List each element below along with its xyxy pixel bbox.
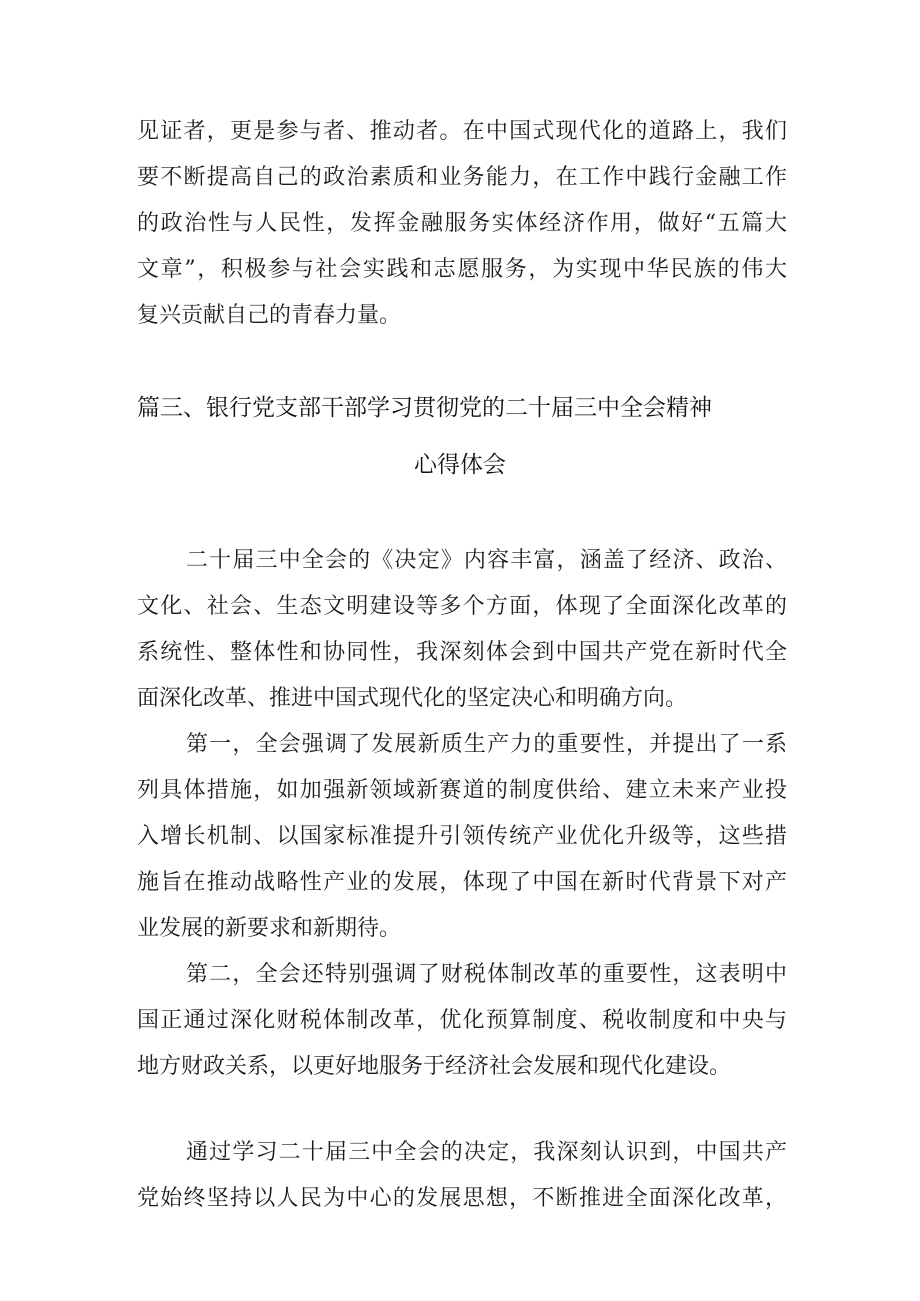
text-line: 业发展的新要求和新期待。 [137,916,402,941]
text-line: 施旨在推动战略性产业的发展，体现了中国在新时代背景下对产 [137,870,787,895]
text-line: 国正通过深化财税体制改革，优化预算制度、税收制度和中央与 [137,1008,787,1033]
text-line: 的政治性与人民性，发挥金融服务实体经济作用，做好“五篇大 [137,211,787,236]
text-line: 党始终坚持以人民为中心的发展思想，不断推进全面深化改革， [137,1186,787,1211]
text-line: 通过学习二十届三中全会的决定，我深刻认识到，中国共产 [186,1140,787,1165]
text-line: 要不断提高自己的政治素质和业务能力，在工作中践行金融工作 [137,165,787,190]
text-line: 第一，全会强调了发展新质生产力的重要性，并提出了一系 [186,732,787,757]
text-line: 文章”，积极参与社会实践和志愿服务，为实现中华民族的伟大 [137,257,787,282]
section-title-line-1: 篇三、银行党支部干部学习贯彻党的二十届三中全会精神 [137,395,712,421]
text-line: 系统性、整体性和协同性，我深刻体会到中国共产党在新时代全 [137,640,787,665]
text-line: 面深化改革、推进中国式现代化的坚定决心和明确方向。 [137,686,688,711]
text-line: 地方财政关系，以更好地服务于经济社会发展和现代化建设。 [137,1054,732,1079]
text-line: 复兴贡献自己的青春力量。 [137,303,402,328]
text-line: 见证者，更是参与者、推动者。在中国式现代化的道路上，我们 [137,119,787,144]
text-line: 文化、社会、生态文明建设等多个方面，体现了全面深化改革的 [137,594,787,619]
text-line: 二十届三中全会的《决定》内容丰富，涵盖了经济、政治、 [186,548,787,573]
section-title-line-2: 心得体会 [414,452,506,478]
text-line: 列具体措施，如加强新领域新赛道的制度供给、建立未来产业投 [137,778,787,803]
text-line: 第二，全会还特别强调了财税体制改革的重要性，这表明中 [186,962,787,987]
text-line: 入增长机制、以国家标准提升引领传统产业优化升级等，这些措 [137,824,787,849]
